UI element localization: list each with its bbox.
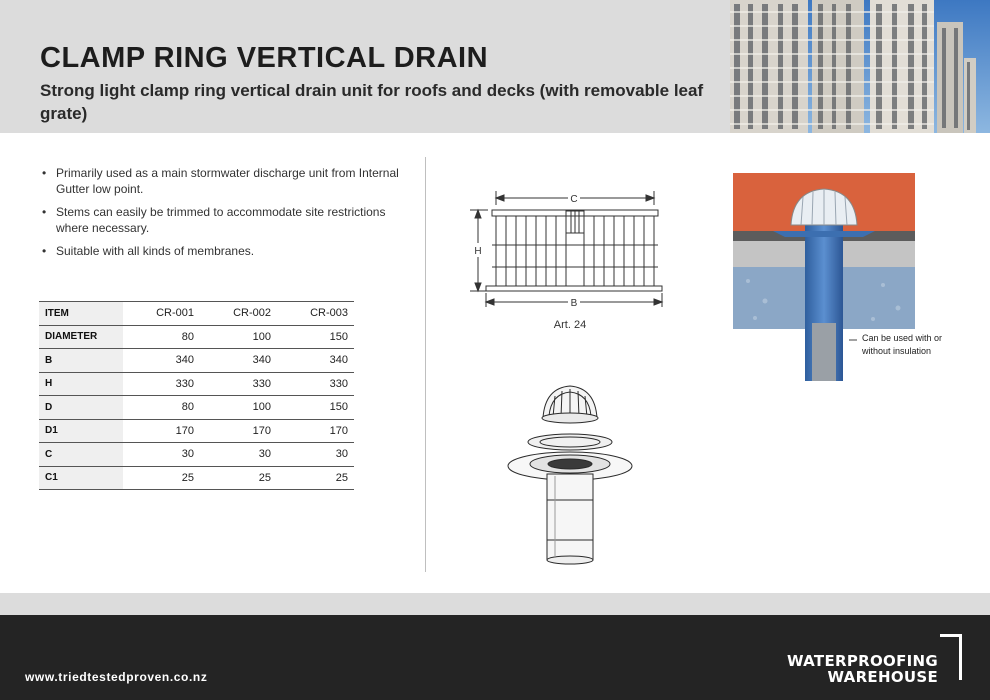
row-label: B: [39, 349, 123, 373]
table-cell: 80: [123, 325, 200, 349]
building-photo: [730, 0, 990, 133]
footer-website-link[interactable]: www.triedtestedproven.co.nz: [25, 670, 208, 684]
list-item: • Primarily used as a main stormwater discharge unit from Internal Gutter low point.: [42, 166, 399, 196]
list-item: • Suitable with all kinds of membranes.: [42, 244, 255, 258]
row-label: D1: [39, 419, 123, 443]
table-row: [39, 372, 354, 396]
table-header-cell: CR-001: [123, 302, 200, 326]
table-cell: 340: [123, 349, 200, 373]
company-logo: [786, 634, 962, 686]
table-row: [39, 325, 354, 349]
table-row: [39, 349, 354, 373]
row-label: DIAMETER: [39, 325, 123, 349]
table-cell: 25: [200, 466, 277, 490]
drain-product-drawing: [505, 380, 635, 570]
table-cell: 170: [200, 419, 277, 443]
dimension-b-label: B: [570, 298, 578, 309]
table-header-row: [39, 302, 354, 326]
table-cell: 30: [123, 443, 200, 467]
table-header-cell: CR-002: [200, 302, 277, 326]
table-cell: 330: [277, 372, 354, 396]
logo-bracket-icon: [940, 634, 962, 680]
table-cell: 30: [277, 443, 354, 467]
table-cell: 100: [200, 325, 277, 349]
table-cell: 340: [200, 349, 277, 373]
dimension-h-label: H: [474, 246, 482, 257]
column-divider: [425, 157, 426, 572]
row-label: D: [39, 396, 123, 420]
table-cell: 100: [200, 396, 277, 420]
table-cell: 80: [123, 396, 200, 420]
table-cell: 340: [277, 349, 354, 373]
logo-text-line2: WAREHOUSE: [827, 668, 938, 686]
logo-text-line1: WATERPROOFING: [787, 652, 938, 670]
row-label: H: [39, 372, 123, 396]
row-label: C1: [39, 466, 123, 490]
feature-list: [40, 165, 410, 266]
list-item: • Stems can easily be trimmed to accommodate site restrictions where necessary.: [42, 205, 386, 235]
dimension-c-label: C: [570, 194, 578, 205]
page-subtitle: Strong light clamp ring vertical drain unit for roofs and decks (with removable leaf grate): [40, 81, 704, 123]
table-cell: 170: [123, 419, 200, 443]
table-cell: 25: [277, 466, 354, 490]
table-row: [39, 419, 354, 443]
page-title: CLAMP RING VERTICAL DRAIN: [40, 42, 489, 74]
table-header-cell: CR-003: [277, 302, 354, 326]
table-header-cell: ITEM: [39, 302, 123, 326]
row-label: C: [39, 443, 123, 467]
table-cell: 330: [200, 372, 277, 396]
table-cell: 30: [200, 443, 277, 467]
diagram-caption: Art. 24: [553, 319, 587, 331]
table-row: [39, 396, 354, 420]
header-band: [0, 0, 730, 133]
footer-band: [0, 593, 990, 615]
table-cell: 330: [123, 372, 200, 396]
table-cell: 150: [277, 325, 354, 349]
table-row: [39, 466, 354, 490]
grate-dimension-diagram: [462, 183, 672, 313]
spec-table: [39, 301, 354, 490]
table-cell: 25: [123, 466, 200, 490]
insulation-note: Can be used with or without insulation: [862, 333, 943, 356]
table-row: [39, 443, 354, 467]
table-cell: 170: [277, 419, 354, 443]
table-cell: 150: [277, 396, 354, 420]
